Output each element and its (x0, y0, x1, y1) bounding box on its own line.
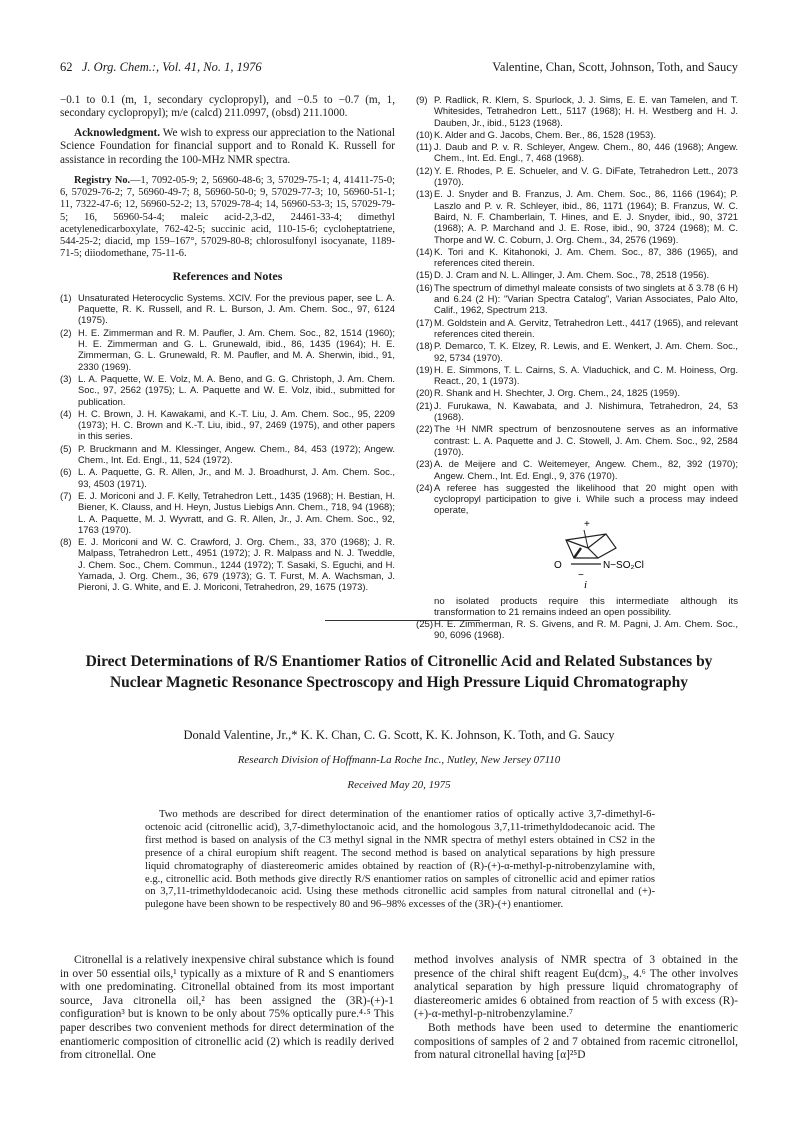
reference-number: (17) (416, 316, 433, 328)
ref24-continuation: no isolated products require this intermediate although its transformation to 21 remains indeed an open possibility. (434, 595, 738, 619)
reference-item (416, 188, 738, 244)
reference-item (416, 282, 738, 316)
acknowledgment: Acknowledgment. We wish to express our appreciation to the National Science Foundation for financial support and to Ronald K. Russell for assistance in recording the 100-MHz NMR spectra. (60, 126, 395, 166)
reference-item (416, 141, 738, 164)
running-authors: Valentine, Chan, Scott, Johnson, Toth, and Saucy (492, 60, 738, 74)
reference-number: (15) (416, 269, 433, 281)
experimental-tail: −0.1 to 0.1 (m, 1, secondary cyclopropyl), and −0.5 to −0.7 (m, 1, secondary cyclopropyl); m/e (calcd) 211.0997, (obsd) 211.1000. (60, 94, 395, 120)
reference-number: (5) (60, 442, 72, 454)
reference-item (60, 536, 395, 592)
reference-number: (6) (60, 466, 72, 478)
reference-text: H. E. Simmons, T. L. Cairns, S. A. Vladuchick, and C. M. Hoiness, Org. React., 20, 1 (1973). (434, 363, 738, 387)
reference-item (416, 165, 738, 188)
reference-number: (18) (416, 340, 433, 352)
oxygen-label: O (554, 559, 562, 571)
reference-item (60, 292, 395, 326)
reference-text: H. C. Brown, J. H. Kawakami, and K.-T. Liu, J. Am. Chem. Soc., 95, 2209 (1973); H. C. Brown and K.-T. Liu, ibid., 97, 2469 (1975), and other papers in this series. (78, 407, 395, 442)
reference-item (60, 327, 395, 372)
minus-charge: − (578, 569, 584, 581)
abstract: Two methods are described for direct determination of the enantiomer ratios of optically active 3,7-dimethyl-6-octenoic acid (citronellic acid), 3,7-dimethyloctanoic acid, and the homologous 3,7,11-trimethyldodecanoic acid. The first method is based on analysis of the C3 methyl signal in the NMR spectra of methyl esters obtained in CS2 in the presence of a chiral europium shift reagent. The second method is based on analytical separations by high pressure liquid chromatography of diastereomeric amides obtained by reaction of (R)-(+)-α-methyl-p-nitrobenzylamine with, e.g., citronellic acid. Both methods give directly R/S enantiomer ratios on samples of citronellic acid and epimer ratios on 3,7,11-trimethyldodecanoic acid. Using these methods citronellic acid samples from natural citronellal and (+)-pulegone have been shown to be respectively 80 and 96–98% excesses of the (3R)-(+) enantiomer. (145, 809, 655, 911)
reference-number: (13) (416, 188, 433, 200)
received-date: Received May 20, 1975 (347, 779, 451, 791)
reference-number: (4) (60, 407, 72, 419)
reference-item (60, 490, 395, 535)
reference-text: D. J. Cram and N. L. Allinger, J. Am. Chem. Soc., 78, 2518 (1956). (434, 269, 710, 281)
reference-number: (2) (60, 326, 72, 338)
reference-item (416, 458, 738, 481)
reference-item (416, 129, 738, 140)
structure-i (416, 518, 738, 590)
section-divider (325, 620, 480, 621)
reference-text: A. de Meijere and C. Weitemeyer, Angew. Chem., 82, 392 (1970); Angew. Chem., Int. Ed. Engl., 9, 376 (1970). (434, 458, 738, 481)
reference-text: P. Radlick, R. Klem, S. Spurlock, J. J. Sims, E. E. van Tamelen, and T. Whitesides, Tetrahedron Lett., 5117 (1968); H. H. Westberg and H. J. Dauben, Jr., ibid., 5123 (1968). (434, 94, 738, 128)
reference-number: (22) (416, 423, 433, 435)
reference-text: J. Daub and P. v. R. Schleyer, Angew. Chem., 80, 446 (1968); Angew. Chem., Int. Ed. Engl., 7, 468 (1968). (434, 141, 738, 164)
reference-text: K. Alder and G. Jacobs, Chem. Ber., 86, 1528 (1953). (434, 128, 656, 140)
reference-number: (10) (416, 128, 433, 140)
reference-text: H. E. Zimmerman and R. M. Paufler, J. Am. Chem. Soc., 82, 1514 (1960); H. E. Zimmerman and G. L. Grunewald, ibid., 86, 1435 (1964); H. E. Zimmerman, G. L. Grunewald, R. M. Paufler, and M. A. Sherwin, ibid., 91, 2330 (1969). (78, 326, 395, 372)
reference-item (416, 364, 738, 387)
reagent-label: N−SO₂Cl (603, 559, 644, 571)
reference-item (60, 408, 395, 442)
reference-text: K. Tori and K. Kitahonoki, J. Am. Chem. Soc., 87, 386 (1965), and references cited therein. (434, 245, 738, 269)
reference-text: P. Bruckmann and M. Klessinger, Angew. Chem., 84, 453 (1972); Angew. Chem., Int. Ed. Engl., 11, 524 (1972). (78, 442, 395, 466)
reference-item (416, 482, 738, 516)
reference-text: M. Goldstein and A. Gervitz, Tetrahedron Lett., 4417 (1965), and relevant references cited therein. (434, 316, 738, 339)
reference-text: Unsaturated Heterocyclic Systems. XCIV. For the previous paper, see L. A. Paquette, R. K. Russell, and R. L. Burson, J. Am. Chem. Soc., 97, 6124 (1975). (78, 291, 395, 326)
reference-item (416, 340, 738, 363)
reference-number: (11) (416, 141, 432, 153)
article-title: Direct Determinations of R/S Enantiomer Ratios of Citronellic Acid and Related Substances by Nuclear Magnetic Resonance Spectroscopy and High Pressure Liquid Chromatography (85, 653, 713, 691)
left-column (60, 94, 395, 594)
plus-charge: + (584, 518, 590, 530)
page-header (60, 60, 738, 78)
right-column (416, 94, 738, 643)
reference-item (60, 443, 395, 466)
reference-number: (8) (60, 536, 72, 548)
reference-text: The spectrum of dimethyl maleate consists of two singlets at δ 3.78 (6 H) and 6.24 (2 H): "Varian Spectra Catalog", Varian Associates, Palo Alto, Calif., 1962, Spectrum 213. (434, 281, 738, 316)
reference-item (416, 423, 738, 457)
body-paragraph: method involves analysis of NMR spectra of 3 obtained in the presence of the chiral shift reagent Eu(dcm)₃, 4.⁶ The other involves analytical separation by high pressure liquid chromatography of diastereomeric amides 6 obtained from reaction of 5 with excess (R)-(+)-α-methyl-p-nitrobenzylamine.⁷ (414, 954, 738, 1021)
article-authors: Donald Valentine, Jr.,* K. K. Chan, C. G. Scott, K. K. Johnson, K. Toth, and G. Saucy (183, 728, 615, 742)
reference-item (416, 269, 738, 280)
reference-number: (20) (416, 387, 433, 399)
reference-text: L. A. Paquette, W. E. Volz, M. A. Beno, and G. G. Christoph, J. Am. Chem. Soc., 97, 2562 (1975); L. A. Paquette and W. E. Volz, ibid., submitted for publication. (78, 372, 395, 407)
reference-number: (12) (416, 164, 433, 176)
reference-text: R. Shank and H. Shechter, J. Org. Chem., 24, 1825 (1959). (434, 387, 680, 399)
reference-number: (7) (60, 489, 72, 501)
structure-label-i: i (584, 578, 588, 590)
reference-number: (19) (416, 363, 433, 375)
reference-text: P. Demarco, T. K. Elzey, R. Lewis, and E. Wenkert, J. Am. Chem. Soc., 92, 5734 (1970). (434, 340, 738, 363)
registry-numbers: Registry No.—1, 7092-05-9; 2, 56960-48-6; 3, 57029-75-1; 4, 41411-75-0; 6, 57029-76-2; 7, 56960-49-7; 8, 56960-50-0; 9, 57029-77-3; 10, 56960-51-1; 11, 7322-47-6; 12, 56960-52-2; 13, 57029-78-4; 14, 56960-53-3; 15, 57029-79-5; 16, 56960-54-4; maleic acid-2,3-d2, 24461-33-4; dimethyl acetylenedicarboxylate, 762-42-5; succinic acid, 110-15-6; cycloheptatriene, 544-25-2; diacid, mp 159–167°, 57029-80-8; chlorosulfonyl isocyanate, 1189-71-5; diiodomethane, 75-11-6. (60, 175, 395, 260)
reference-number: (23) (416, 458, 433, 470)
reference-text: L. A. Paquette, G. R. Allen, Jr., and M. J. Broadhurst, J. Am. Chem. Soc., 93, 4503 (1971). (78, 466, 395, 489)
reference-text: E. J. Snyder and B. Franzus, J. Am. Chem. Soc., 86, 1166 (1964); P. Laszlo and P. v. R. Schleyer, ibid., 86, 1171 (1964); B. Franzus, W. C. Baird, N. F. Chamberlain, T. Hines, and E. J. Snyder, ibid., 90, 3721 (1968); A. P. Marchand and J. E. Rose, ibid., 90, 3724 (1968); M. C. Thorpe and W. C. Coburn, J. Org. Chem., 34, 2576 (1969). (434, 188, 738, 245)
reference-text: The ¹H NMR spectrum of benzosnoutene serves as an informative contrast: L. A. Paquette and J. C. Stowell, J. Am. Chem. Soc., 92, 2584 (1970). (434, 423, 738, 457)
references-list-left (60, 292, 395, 593)
body-paragraph: Both methods have been used to determine the enantiomeric compositions of samples of 2 and 7 obtained from racemic citronellol, from natural citronellal having [α]²⁵D (414, 1021, 738, 1062)
reference-text: A referee has suggested the likelihood that 20 might open with cyclopropyl participation to give i. While such a process may indeed operate, (434, 481, 738, 516)
reference-number: (3) (60, 372, 72, 384)
reference-number: (21) (416, 399, 433, 411)
reference-number: (9) (416, 94, 428, 105)
reference-number: (24) (416, 481, 433, 493)
affiliation: Research Division of Hoffmann-La Roche Inc., Nutley, New Jersey 07110 (237, 754, 561, 766)
references-heading: References and Notes (172, 269, 283, 284)
reference-number: (16) (416, 281, 433, 293)
journal-citation: 62 J. Org. Chem.:, Vol. 41, No. 1, 1976 (60, 60, 262, 74)
reference-text: J. Furukawa, N. Kawabata, and J. Nishimura, Tetrahedron, 24, 53 (1968). (434, 399, 738, 423)
reference-item (60, 466, 395, 489)
body-text-left: Citronellal is a relatively inexpensive chiral substance which is found in over 50 essential oils,¹ typically as a mixture of R and S enantiomers with one predominating. Citronellal obtained from its most important source, Java citronella oil,² has been assigned the (3R)-(+)-1 configuration³ but is known to be only about 75% optically pure.⁴·⁵ This paper describes two convenient methods for direct determination of the enantiomeric composition of citronellic acid (2) which is readily derived from citronellal. One (60, 954, 394, 1062)
reference-number: (14) (416, 245, 433, 257)
chemical-structure-diagram (416, 518, 738, 590)
reference-text: Y. E. Rhodes, P. E. Schueler, and V. G. DiFate, Tetrahedron Lett., 2073 (1970). (434, 164, 738, 188)
body-text-right (414, 954, 738, 1063)
reference-item (416, 94, 738, 128)
reference-item (416, 317, 738, 340)
reference-item (416, 387, 738, 398)
reference-item (416, 400, 738, 423)
reference-25: (25) H. E. Zimmerman, R. S. Givens, and R. M. Pagni, J. Am. Chem. Soc., 90, 6096 (1968). (416, 618, 738, 642)
reference-text: E. J. Moriconi and J. F. Kelly, Tetrahedron Lett., 1435 (1968); H. Bestian, H. Biener, K. Clauss, and H. Heyn, Justus Liebigs Ann. Chem., 718, 94 (1968); L. A. Paquette, M. J. Wyvratt, and G. R. Allen, Jr., J. Am. Chem. Soc., 92, 1763 (1970). (78, 489, 395, 535)
reference-item (60, 373, 395, 407)
reference-item (416, 246, 738, 269)
reference-text: E. J. Moriconi and W. C. Crawford, J. Org. Chem., 33, 370 (1968); J. R. Malpass, Tetrahedron Lett., 4951 (1972); J. R. Malpass and N. J. Tweddle, J. Chem. Soc., Chem. Commun., 1244 (1972); T. Sasaki, S. Eguchi, and H. Yamada, J. Org. Chem., 36, 679 (1973); G. T. Furst, M. A. Wachsman, J. Pieroni, J. G. White, and E. J. Moriconi, Tetrahedron, 29, 1675 (1973). (78, 536, 395, 593)
references-list-right (416, 94, 738, 516)
reference-number: (1) (60, 291, 72, 303)
